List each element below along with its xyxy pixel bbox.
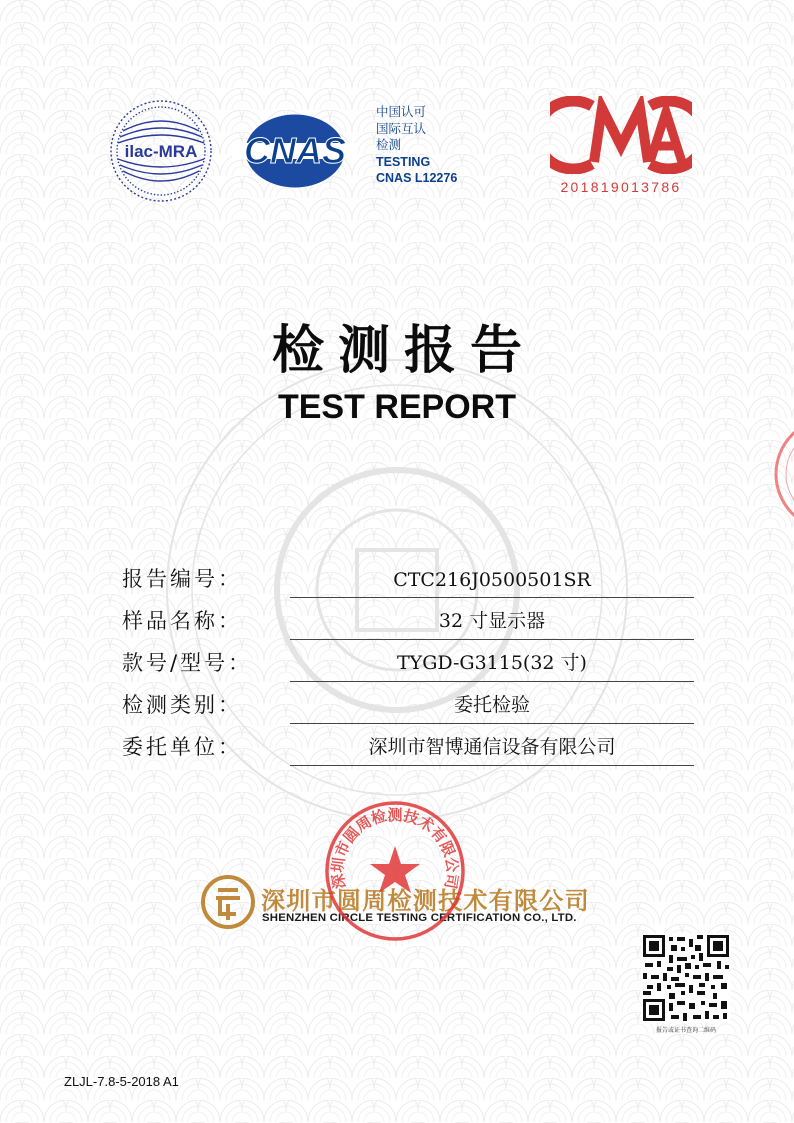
info-row-sample-name — [122, 598, 694, 640]
seal-company-name: 深圳市圆周检测技术有限公司 — [328, 805, 462, 891]
ilac-mra-logo — [107, 97, 215, 205]
info-label: 检测类别： — [122, 693, 242, 717]
company-name-en: SHENZHEN CIRCLE TESTING CERTIFICATION CO., LTD. — [262, 912, 577, 924]
qr-caption: 报告或证书查询二维码 — [655, 1027, 716, 1034]
report-title-en: TEST REPORT — [277, 388, 517, 426]
partial-seal-stamp — [766, 414, 794, 534]
cma-logo — [550, 96, 692, 174]
info-row-model — [122, 640, 694, 682]
cnas-caption-line: 中国认可 — [376, 105, 427, 119]
info-label: 款号/型号： — [122, 651, 253, 675]
cnas-caption-line: CNAS L12276 — [376, 171, 458, 185]
info-row-test-type — [122, 682, 694, 724]
info-row-report-number — [122, 556, 694, 598]
info-label: 报告编号： — [122, 567, 242, 591]
info-value: 深圳市智博通信设备有限公司 — [290, 732, 694, 766]
cnas-caption-line: TESTING — [376, 154, 431, 169]
info-value: 委托检验 — [290, 690, 694, 724]
cnas-logo — [232, 105, 358, 197]
company-logo-icon — [200, 874, 256, 930]
svg-text:ilac-MRA: ilac-MRA — [124, 142, 198, 161]
svg-text:CNAS: CNAS — [243, 130, 347, 171]
info-value: 32 寸显示器 — [290, 606, 694, 640]
company-seal-stamp — [322, 798, 468, 944]
cnas-caption-line: 检测 — [376, 138, 402, 152]
qr-code[interactable] — [641, 933, 731, 1023]
report-title-cn: 检测报告 — [271, 321, 536, 381]
info-label: 样品名称： — [122, 609, 242, 633]
report-info-table — [122, 556, 694, 766]
info-row-client — [122, 724, 694, 766]
info-label: 委托单位： — [122, 735, 242, 759]
info-value: TYGD-G3115(32 寸) — [290, 648, 694, 682]
cma-certificate-number: 201819013786 — [560, 179, 682, 195]
info-value: CTC216J0500501SR — [290, 569, 694, 598]
company-name-cn: 深圳市圆周检测技术有限公司 — [261, 887, 590, 915]
cnas-caption-line: 国际互认 — [376, 121, 427, 136]
cnas-accreditation-caption — [376, 104, 486, 187]
document-code: ZLJL-7.8-5-2018 A1 — [64, 1074, 179, 1089]
